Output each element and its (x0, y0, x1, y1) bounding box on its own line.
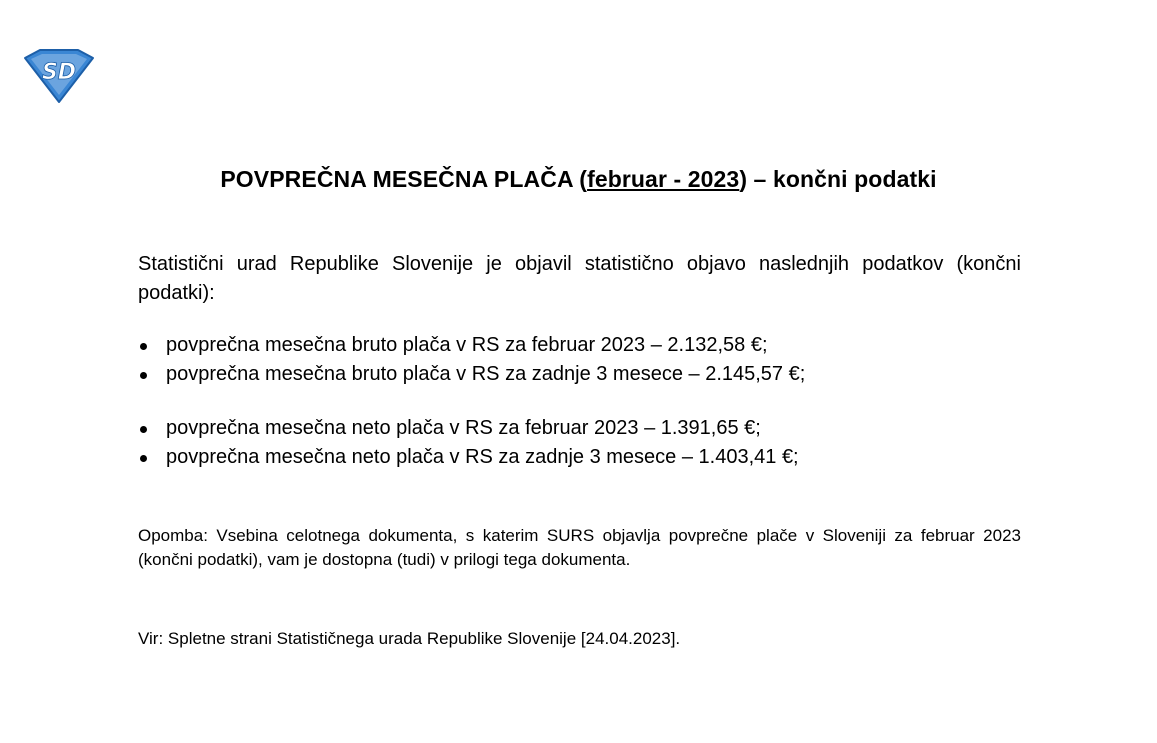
bruto-list (138, 331, 1021, 389)
intro-paragraph: Statistični urad Republike Slovenije je objavil statistično objavo naslednjih podatkov (končni podatki): (138, 253, 1021, 304)
shield-logo-icon (22, 48, 96, 104)
list-item: povprečna mesečna neto plača v RS za zadnje 3 mesece – 1.403,41 €; (138, 443, 1021, 472)
title-suffix: ) – končni podatki (739, 166, 937, 192)
title-prefix: POVPREČNA MESEČNA PLAČA ( (220, 166, 588, 192)
note-paragraph: Opomba: Vsebina celotnega dokumenta, s katerim SURS objavlja povprečne plače v Sloveniji za februar 2023 (končni podatki), vam je dostopna (tudi) v prilogi tega dokumenta. (138, 526, 1021, 569)
title-period: februar - 2023 (587, 166, 740, 192)
neto-list (138, 414, 1021, 472)
list-item: povprečna mesečna bruto plača v RS za zadnje 3 mesece – 2.145,57 €; (138, 360, 1021, 389)
source-line: Vir: Spletne strani Statističnega urada Republike Slovenije [24.04.2023]. (138, 629, 681, 648)
list-item: povprečna mesečna bruto plača v RS za februar 2023 – 2.132,58 €; (138, 331, 1021, 360)
document-title (0, 166, 1157, 193)
logo-text: SD (41, 60, 77, 85)
list-item: povprečna mesečna neto plača v RS za februar 2023 – 1.391,65 €; (138, 414, 1021, 443)
